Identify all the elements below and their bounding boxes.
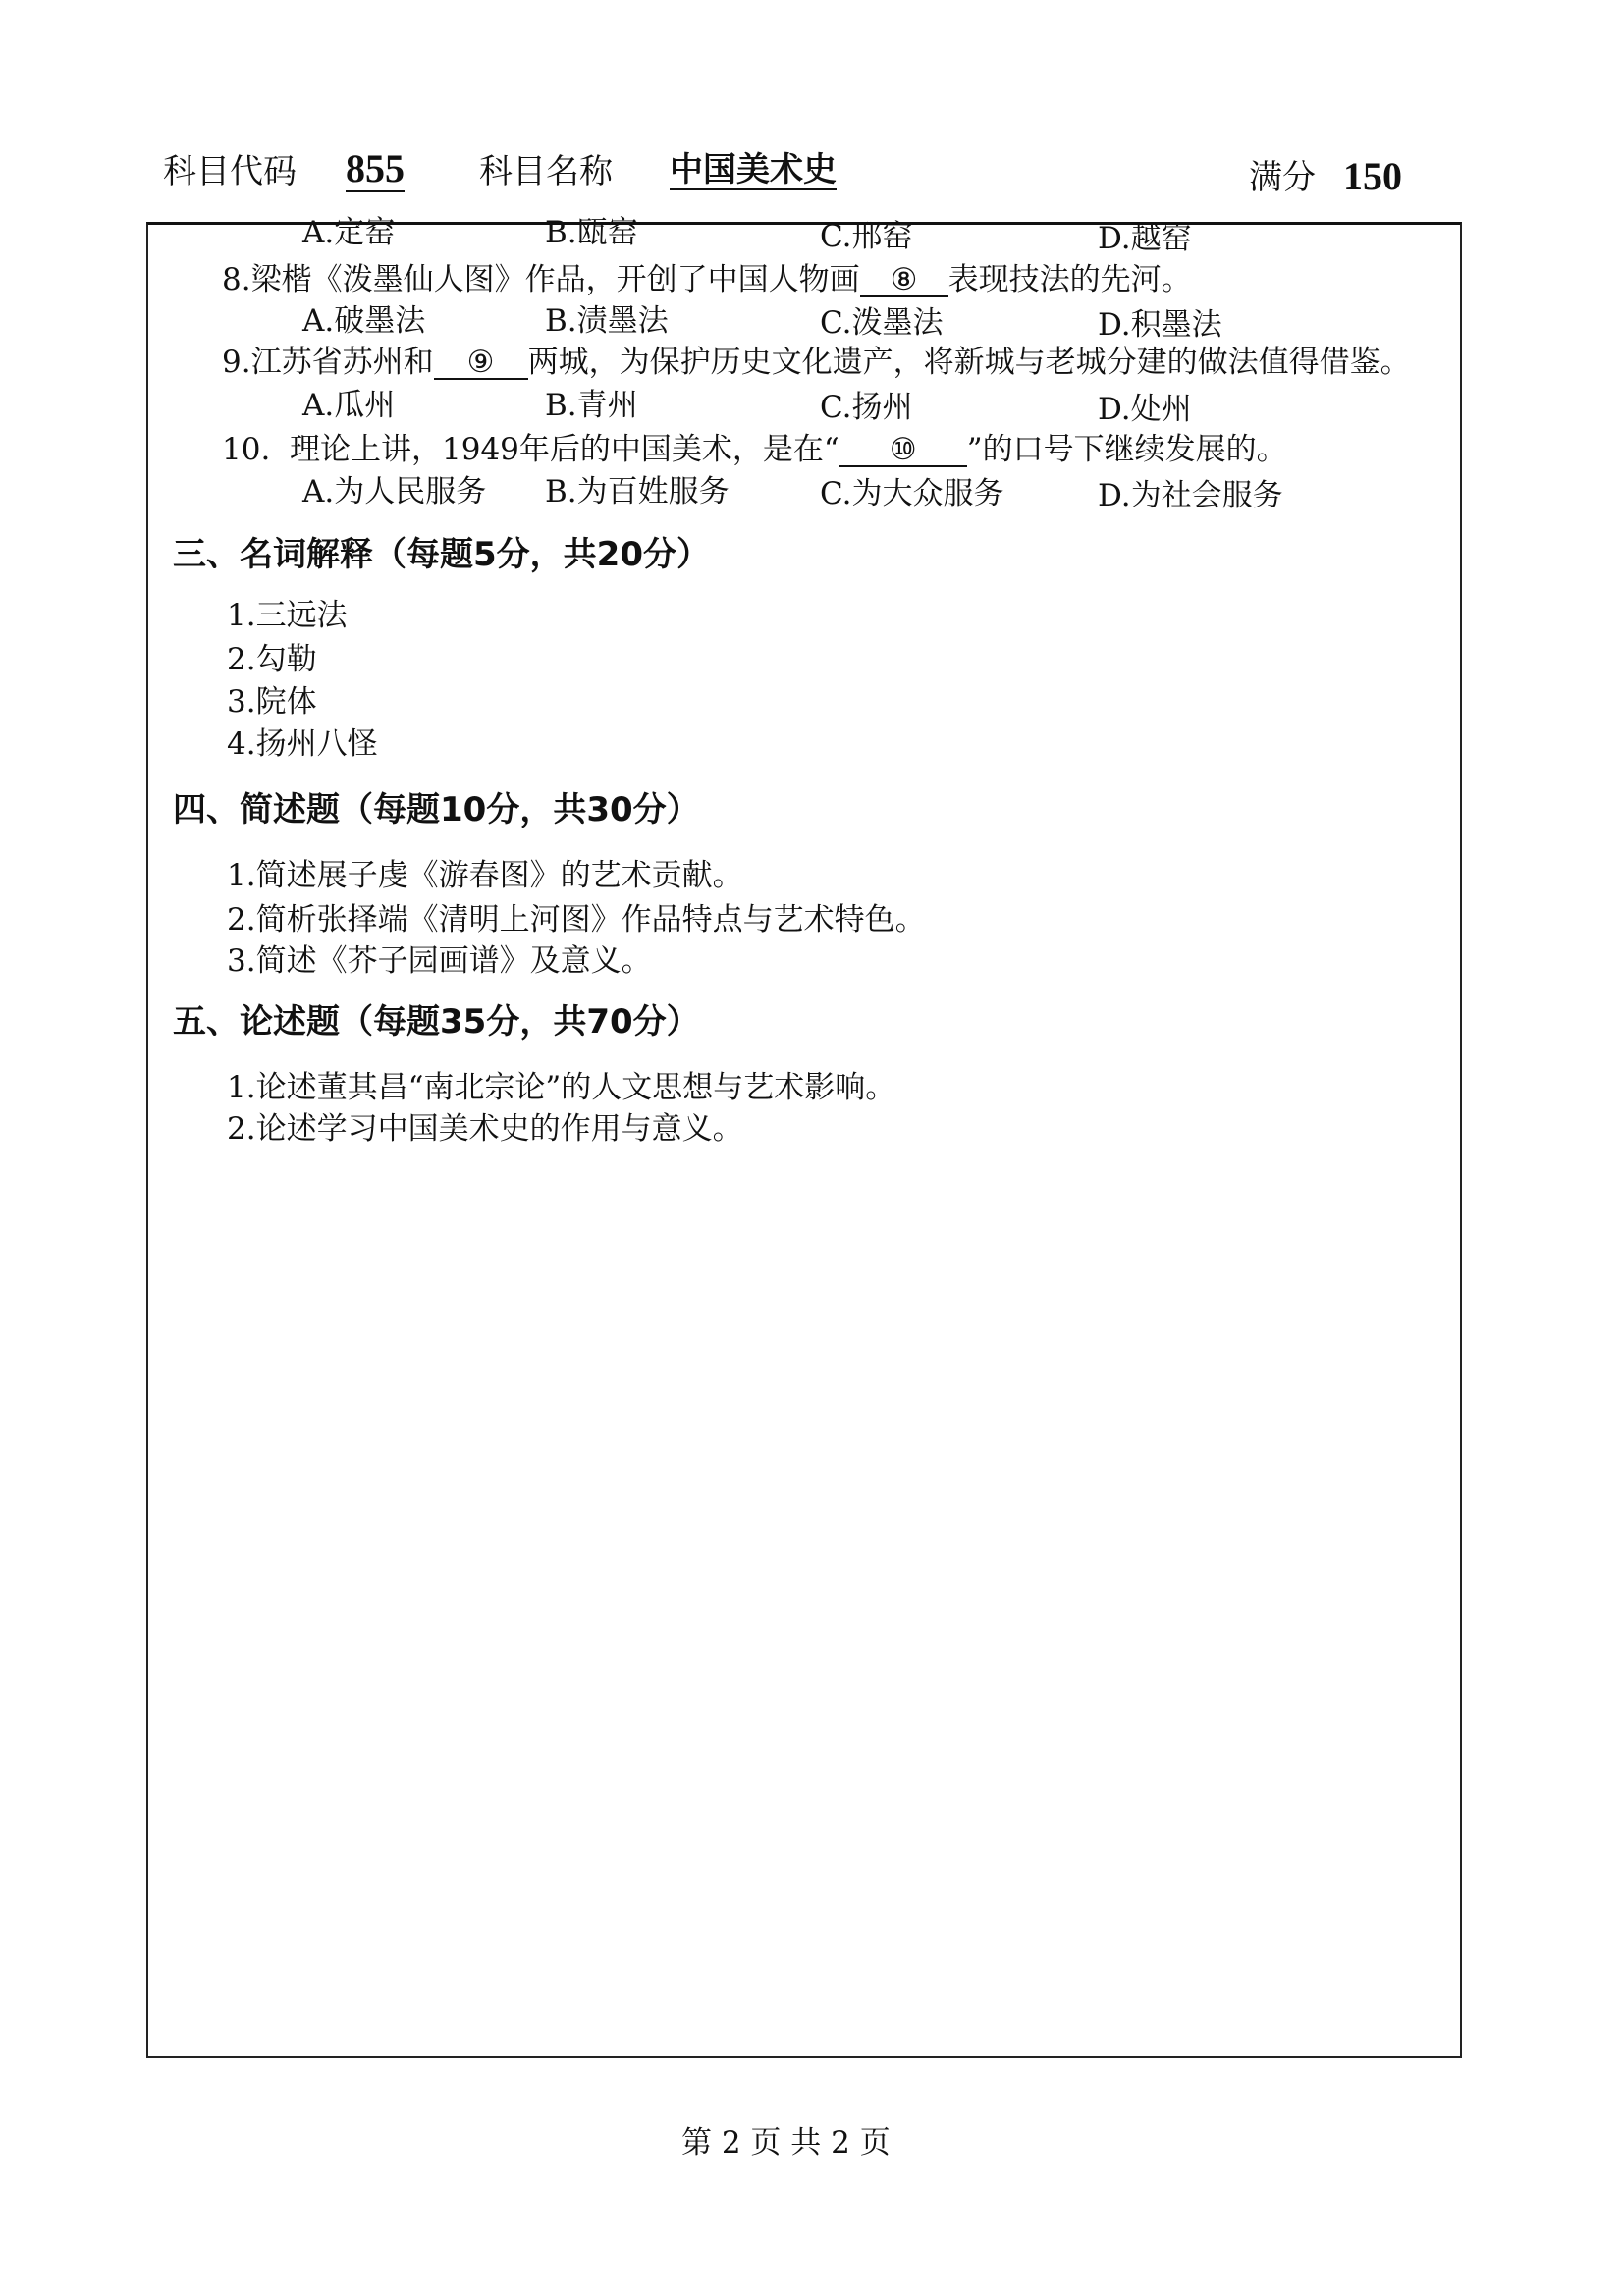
- q8-option: C.泼墨法: [820, 305, 944, 341]
- q10-option: B.为百姓服务: [545, 474, 730, 509]
- q9-option: A.瓜州: [302, 388, 396, 423]
- q9-option: D.处州: [1098, 392, 1192, 427]
- list-item: 2.勾勒: [227, 642, 317, 677]
- page-number: 第 2 页 共 2 页: [681, 2125, 891, 2161]
- q8-option: D.积墨法: [1098, 307, 1222, 343]
- subject-name: 中国美术史: [670, 150, 837, 189]
- section-title: 三、名词解释（每题5分，共20分）: [173, 535, 710, 574]
- q10-option: A.为人民服务: [302, 474, 487, 509]
- section-title: 四、简述题（每题10分，共30分）: [173, 790, 700, 829]
- q8-text-end: 表现技法的先河。: [947, 262, 1192, 297]
- q10-option: C.为大众服务: [820, 476, 1004, 511]
- list-item: 2.简析张择端《清明上河图》作品特点与艺术特色。: [227, 902, 926, 937]
- code-label: 科目代码: [163, 152, 297, 191]
- q10-option: D.为社会服务: [1098, 478, 1283, 513]
- option: C.邢窑: [820, 219, 913, 254]
- section-title: 五、论述题（每题35分，共70分）: [173, 1002, 700, 1041]
- q9-text-end: 两城，为保护历史文化遗产，将新城与老城分建的做法值得借鉴。: [527, 345, 1411, 380]
- list-item: 4.扬州八怪: [227, 726, 378, 762]
- list-item: 1.三远法: [227, 598, 348, 633]
- score-label: 满分: [1249, 158, 1316, 197]
- question-8: [222, 262, 1192, 297]
- list-item: 1.论述董其昌“南北宗论”的人文思想与艺术影响。: [227, 1070, 896, 1105]
- q10-text-end: ”的口号下继续发展的。: [966, 432, 1287, 467]
- q10-text: 10. 理论上讲，1949年后的中国美术，是在“: [222, 432, 839, 467]
- list-item: 3.简述《芥子园画谱》及意义。: [227, 943, 652, 979]
- list-item: 3.院体: [227, 684, 317, 720]
- q8-option: A.破墨法: [302, 303, 426, 339]
- q8-option: B.渍墨法: [545, 303, 669, 339]
- q9-text: 9.江苏省苏州和: [222, 345, 434, 380]
- q9-blank: ⑨: [434, 347, 528, 380]
- option: B.瓯窑: [545, 215, 638, 250]
- question-9: [222, 347, 1411, 380]
- question-10: [222, 432, 1287, 467]
- full-score: 150: [1343, 154, 1402, 198]
- list-item: 2.论述学习中国美术史的作用与意义。: [227, 1111, 743, 1147]
- q8-text: 8.梁楷《泼墨仙人图》作品，开创了中国人物画: [222, 262, 860, 297]
- q8-blank: ⑧: [860, 265, 948, 297]
- list-item: 1.简述展子虔《游春图》的艺术贡献。: [227, 858, 743, 893]
- subject-code: 855: [346, 146, 405, 190]
- q9-option: C.扬州: [820, 390, 913, 425]
- q9-option: B.青州: [545, 388, 638, 423]
- option: A.定窑: [302, 215, 396, 250]
- name-label: 科目名称: [479, 152, 613, 191]
- option: D.越窑: [1098, 221, 1192, 256]
- q10-blank: ⑩: [839, 435, 967, 467]
